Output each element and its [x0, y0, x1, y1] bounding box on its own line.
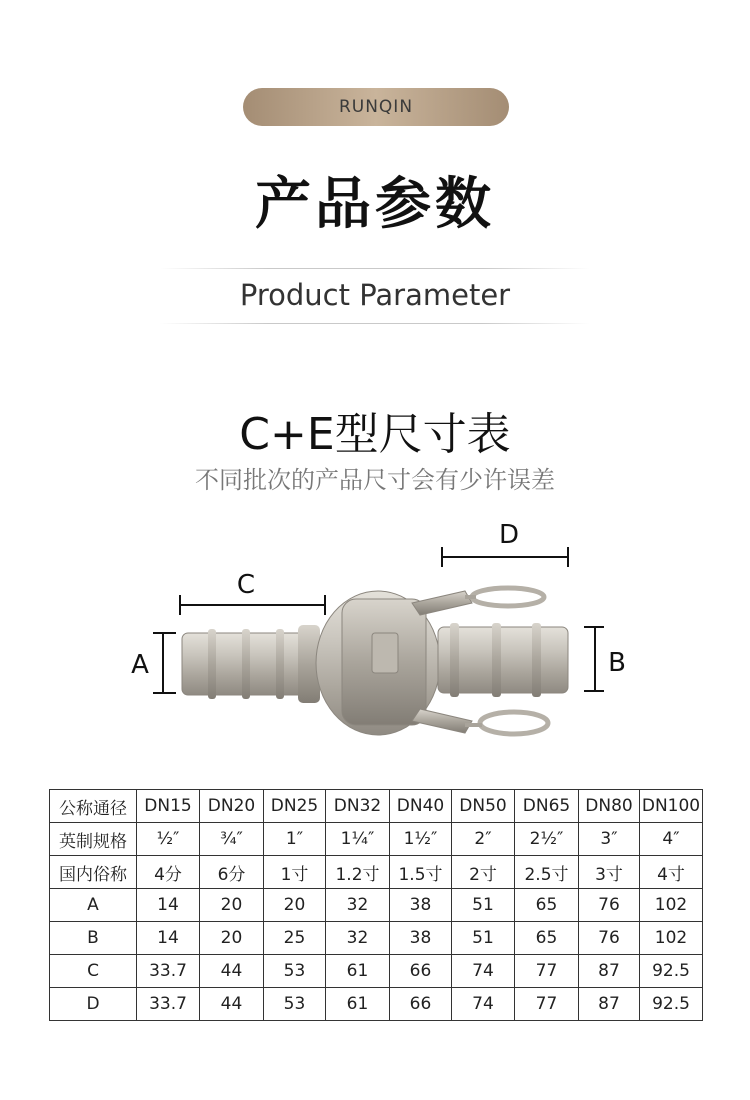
table-cell: 2.5寸: [515, 856, 579, 889]
table-cell: DN25: [264, 790, 326, 823]
table-cell: 44: [200, 955, 264, 988]
table-cell: 87: [579, 988, 640, 1021]
brand-badge: RUNQIN: [243, 88, 509, 126]
table-cell: 92.5: [640, 955, 703, 988]
label-c: C: [236, 570, 256, 600]
dimension-d: [442, 520, 568, 567]
table-cell: 4″: [640, 823, 703, 856]
table-cell: 65: [515, 889, 579, 922]
table-row-label: 公称通径: [50, 790, 137, 823]
table-row-label: D: [50, 988, 137, 1021]
label-b: B: [608, 648, 626, 678]
table-cell: 51: [452, 922, 515, 955]
table-row: [50, 823, 703, 856]
table-cell: 53: [264, 988, 326, 1021]
table-cell: 92.5: [640, 988, 703, 1021]
table-cell: 14: [137, 922, 200, 955]
table-cell: DN50: [452, 790, 515, 823]
table-row: [50, 922, 703, 955]
table-cell: DN65: [515, 790, 579, 823]
table-cell: 44: [200, 988, 264, 1021]
table-cell: 20: [200, 889, 264, 922]
table-cell: 1¼″: [326, 823, 390, 856]
table-cell: 38: [390, 922, 452, 955]
table-cell: 3″: [579, 823, 640, 856]
table-cell: 74: [452, 955, 515, 988]
spec-tolerance-note: 不同批次的产品尺寸会有少许误差: [195, 466, 555, 494]
table-cell: DN100: [640, 790, 703, 823]
table-cell: 87: [579, 955, 640, 988]
table-cell: 1″: [264, 823, 326, 856]
table-cell: 77: [515, 955, 579, 988]
table-cell: 53: [264, 955, 326, 988]
table-cell: 66: [390, 988, 452, 1021]
label-a: A: [131, 650, 149, 680]
table-row-label: C: [50, 955, 137, 988]
dimension-c: [180, 570, 325, 615]
page-title: 产品参数: [255, 172, 495, 237]
table-cell: 66: [390, 955, 452, 988]
table-cell: 51: [452, 889, 515, 922]
divider-bottom: [160, 323, 590, 324]
table-row: [50, 856, 703, 889]
table-cell: 38: [390, 889, 452, 922]
table-cell: 77: [515, 988, 579, 1021]
table-cell: 2寸: [452, 856, 515, 889]
spec-table: [49, 789, 703, 1021]
divider-top: [160, 268, 590, 269]
table-cell: 3寸: [579, 856, 640, 889]
table-row: [50, 889, 703, 922]
table-cell: 1.2寸: [326, 856, 390, 889]
table-cell: 20: [200, 922, 264, 955]
label-d: D: [498, 520, 520, 550]
table-cell: DN15: [137, 790, 200, 823]
table-cell: 74: [452, 988, 515, 1021]
table-row: [50, 988, 703, 1021]
table-cell: 1½″: [390, 823, 452, 856]
table-cell: 65: [515, 922, 579, 955]
table-cell: 102: [640, 922, 703, 955]
table-row-label: A: [50, 889, 137, 922]
page-subtitle: Product Parameter: [239, 278, 511, 312]
table-row-label: 国内俗称: [50, 856, 137, 889]
bottom-fade: [0, 1020, 750, 1100]
dimension-a: [131, 633, 176, 693]
table-cell: 32: [326, 889, 390, 922]
spec-table-title: C+E型尺寸表: [239, 409, 511, 460]
table-cell: 61: [326, 988, 390, 1021]
table-cell: 102: [640, 889, 703, 922]
table-cell: 20: [264, 889, 326, 922]
table-cell: DN20: [200, 790, 264, 823]
table-cell: DN80: [579, 790, 640, 823]
table-cell: 14: [137, 889, 200, 922]
table-header-row: [50, 790, 703, 823]
table-cell: DN40: [390, 790, 452, 823]
table-cell: ¾″: [200, 823, 264, 856]
table-cell: 4分: [137, 856, 200, 889]
table-cell: 32: [326, 922, 390, 955]
table-cell: 2½″: [515, 823, 579, 856]
table-cell: 1.5寸: [390, 856, 452, 889]
table-cell: 33.7: [137, 955, 200, 988]
table-row-label: B: [50, 922, 137, 955]
table-row-label: 英制规格: [50, 823, 137, 856]
table-cell: 6分: [200, 856, 264, 889]
table-cell: 76: [579, 889, 640, 922]
table-cell: 33.7: [137, 988, 200, 1021]
table-cell: 61: [326, 955, 390, 988]
table-row: [50, 955, 703, 988]
dimension-b: [584, 627, 626, 691]
table-cell: 2″: [452, 823, 515, 856]
table-cell: 25: [264, 922, 326, 955]
table-cell: ½″: [137, 823, 200, 856]
table-cell: DN32: [326, 790, 390, 823]
coupling-illustration: [182, 588, 568, 735]
spec-table-wrapper: [49, 789, 703, 1021]
coupling-dimension-diagram: [120, 515, 640, 745]
table-cell: 76: [579, 922, 640, 955]
table-cell: 4寸: [640, 856, 703, 889]
table-cell: 1寸: [264, 856, 326, 889]
